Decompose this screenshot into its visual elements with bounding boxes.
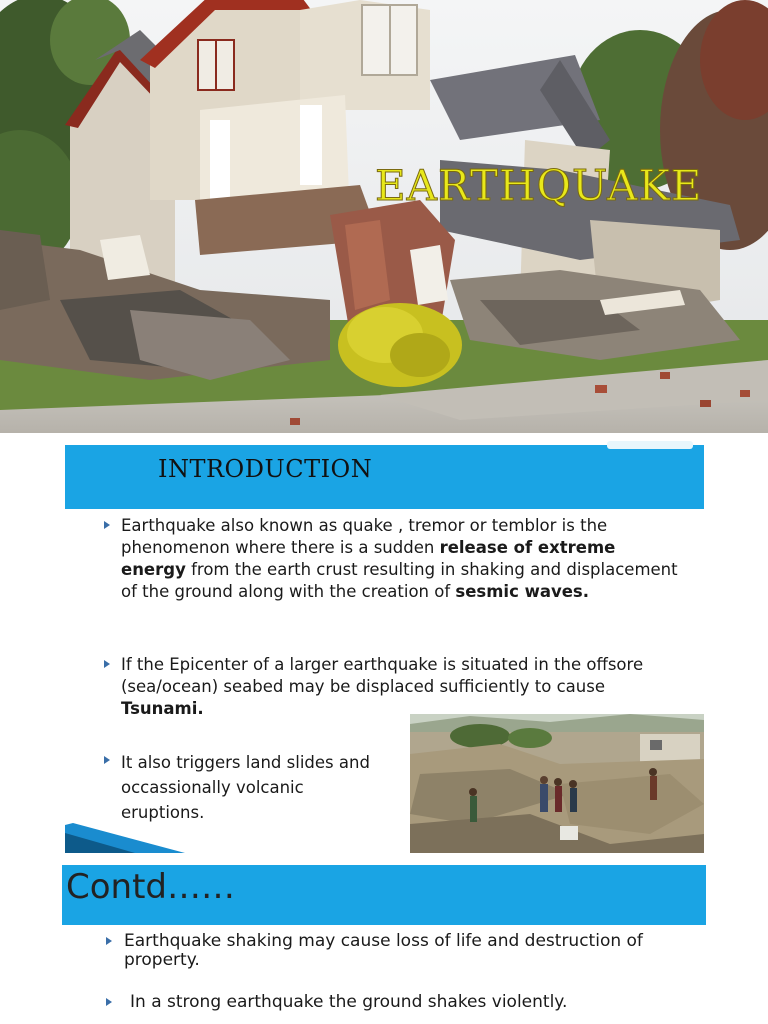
text-segment: Earthquake also known as quake , tremor or temblor is the phenomenon where there is a sudden: [121, 516, 608, 557]
bullet-text: [121, 515, 684, 603]
disaster-site-photo: [410, 714, 704, 854]
slide-heading: Contd……: [66, 867, 236, 907]
text-segment: If the Epicenter of a larger earthquake is situated in the offsore (sea/ocean) seabed may be displaced sufficiently to cause: [121, 655, 644, 696]
slide-heading: INTRODUCTION: [158, 455, 373, 483]
bullet-text: Earthquake shaking may cause loss of life and destruction of property.: [124, 931, 643, 970]
collapsed-house-photo: [0, 0, 768, 433]
corner-decoration: [65, 823, 185, 853]
bullet-arrow-icon: [104, 756, 110, 764]
bold-text-segment: Tsunami.: [121, 699, 204, 718]
heading-tab-decoration: [607, 441, 693, 449]
bullet-text: In a strong earthquake the ground shakes violently.: [130, 992, 568, 1012]
bullet-text: [121, 654, 684, 720]
bullet-arrow-icon: [106, 937, 112, 945]
bullet-arrow-icon: [104, 660, 110, 668]
bold-text-segment: sesmic waves.: [455, 582, 590, 601]
bullet-arrow-icon: [106, 998, 112, 1006]
text-segment: It also triggers land slides and occassionally volcanic eruptions.: [121, 753, 370, 822]
introduction-slide: [0, 433, 768, 853]
bold-text-segment: release of extreme energy: [121, 538, 616, 579]
slide-title: EARTHQUAKE: [375, 161, 703, 210]
text-segment: from the earth crust resulting in shaking and displacement of the ground along with the creation of: [121, 560, 678, 601]
bullet-text: [121, 750, 371, 825]
bullet-arrow-icon: [104, 521, 110, 529]
title-slide: [0, 0, 768, 433]
contd-slide: [0, 853, 768, 1024]
